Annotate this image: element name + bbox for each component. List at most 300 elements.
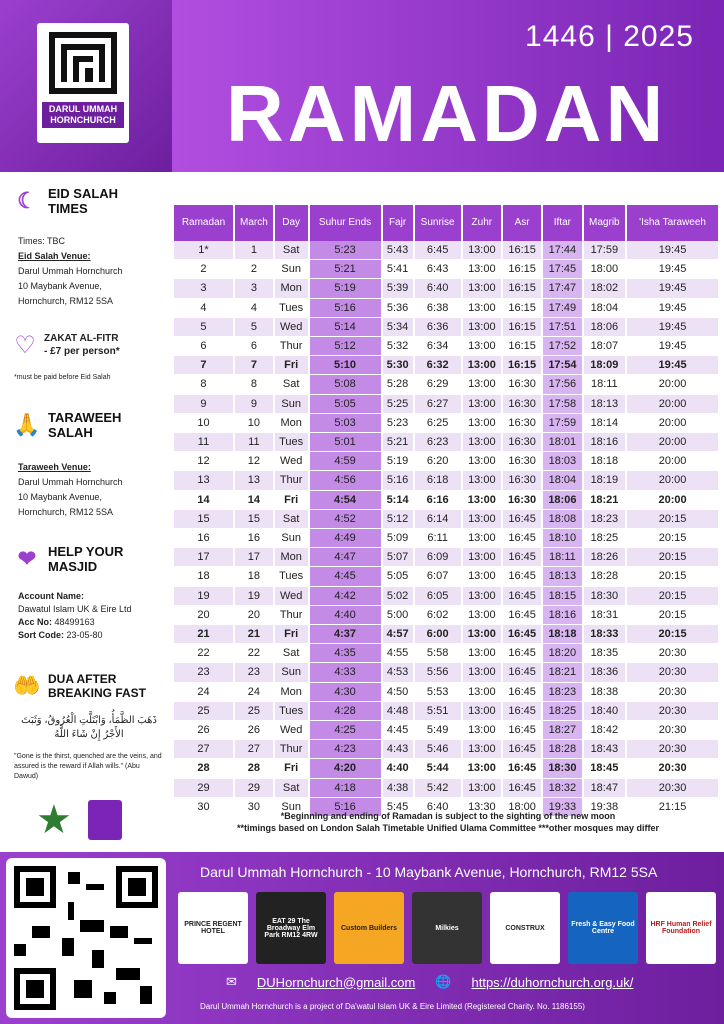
table-cell: Sun [275, 663, 308, 682]
table-cell: 18:31 [584, 606, 626, 625]
org-logo [37, 23, 129, 143]
table-cell: Mon [275, 279, 308, 298]
table-cell: 26 [174, 721, 233, 740]
table-cell: 18:02 [584, 279, 626, 298]
table-cell: 13:00 [463, 260, 501, 279]
table-cell: 13:00 [463, 279, 501, 298]
table-cell: 18:25 [584, 529, 626, 548]
table-cell: 16:45 [503, 683, 541, 702]
website-link[interactable]: https://duhornchurch.org.uk/ [471, 974, 634, 990]
table-cell: 5:02 [383, 587, 413, 606]
acc-no-label: Acc No: [18, 617, 53, 627]
table-cell: 11 [235, 433, 273, 452]
table-cell: 18:21 [584, 491, 626, 510]
table-cell: Mon [275, 414, 308, 433]
table-cell: 16:45 [503, 740, 541, 759]
footer [0, 852, 724, 1024]
table-cell: 6:00 [415, 625, 461, 644]
table-cell: 20:00 [627, 375, 718, 394]
table-cell: 13:00 [463, 529, 501, 548]
table-row [174, 356, 718, 375]
table-cell: 5:49 [415, 721, 461, 740]
col-header: Day [275, 205, 308, 241]
table-cell: 15 [235, 510, 273, 529]
table-cell: 20:00 [627, 471, 718, 490]
table-row [174, 260, 718, 279]
table-cell: 2 [235, 260, 273, 279]
org-name: DARUL UMMAH HORNCHURCH [42, 102, 124, 128]
table-cell: 4:40 [310, 606, 381, 625]
sponsor-milkies: Milkies [412, 892, 482, 964]
table-cell: 18 [235, 567, 273, 586]
table-cell: 17:54 [543, 356, 581, 375]
table-cell: 20:00 [627, 433, 718, 452]
table-row [174, 702, 718, 721]
table-cell: 16:15 [503, 241, 541, 260]
sidebar [0, 172, 172, 852]
eid-title: EID SALAH [48, 186, 119, 201]
table-cell: 13:00 [463, 337, 501, 356]
table-cell: 18:20 [543, 644, 581, 663]
table-cell: 5:01 [310, 433, 381, 452]
table-cell: 5:05 [383, 567, 413, 586]
sort-code-label: Sort Code: [18, 630, 64, 640]
table-cell: 20:30 [627, 663, 718, 682]
eid-times: Times: TBC [18, 236, 66, 246]
table-cell: 21:15 [627, 798, 718, 817]
table-cell: 18:43 [584, 740, 626, 759]
table-cell: 19:45 [627, 318, 718, 337]
table-row [174, 395, 718, 414]
table-row [174, 375, 718, 394]
table-cell: 16:30 [503, 433, 541, 452]
charity-line: Darul Ummah Hornchurch is a project of Da'watul Islam UK & Eire Limited (Registered Charity. No. 1186155) [200, 1002, 585, 1011]
table-cell: 5:41 [383, 260, 413, 279]
table-cell: 16:45 [503, 567, 541, 586]
table-cell: 5:07 [383, 548, 413, 567]
acc-name: Dawatul Islam UK & Eire Ltd [18, 604, 132, 614]
table-cell: 20:30 [627, 740, 718, 759]
table-cell: 4:48 [383, 702, 413, 721]
zakat-note: *must be paid before Eid Salah [14, 374, 111, 381]
heart-hand-icon: ♡ [14, 331, 36, 359]
table-cell: 4:52 [310, 510, 381, 529]
table-cell: 20:00 [627, 491, 718, 510]
col-header: Magrib [584, 205, 626, 241]
table-cell: 5:03 [310, 414, 381, 433]
table-cell: Mon [275, 683, 308, 702]
table-cell: 5:23 [310, 241, 381, 260]
table-cell: 5:36 [383, 299, 413, 318]
table-cell: 17:59 [543, 414, 581, 433]
table-cell: Sun [275, 529, 308, 548]
table-cell: 18:09 [584, 356, 626, 375]
year-label: 1446 | 2025 [525, 20, 694, 53]
table-cell: Fri [275, 625, 308, 644]
table-cell: 30 [174, 798, 233, 817]
table-cell: 16:45 [503, 606, 541, 625]
table-cell: 18:14 [584, 414, 626, 433]
table-cell: Thur [275, 337, 308, 356]
table-cell: 19:45 [627, 299, 718, 318]
table-cell: 13:00 [463, 356, 501, 375]
table-cell: 22 [174, 644, 233, 663]
table-cell: 18:06 [543, 491, 581, 510]
table-cell: 13:00 [463, 414, 501, 433]
table-cell: 20 [174, 606, 233, 625]
table-cell: Wed [275, 452, 308, 471]
table-cell: 4:55 [383, 644, 413, 663]
zakat-amount: - £7 per person* [44, 346, 120, 357]
table-cell: 6:11 [415, 529, 461, 548]
table-row [174, 337, 718, 356]
table-cell: Fri [275, 759, 308, 778]
eid-venue-l1: Darul Ummah Hornchurch [18, 266, 123, 276]
table-cell: 13:00 [463, 299, 501, 318]
table-cell: 16:45 [503, 587, 541, 606]
table-cell: 28 [174, 759, 233, 778]
table-cell: 5:14 [310, 318, 381, 337]
table-cell: 26 [235, 721, 273, 740]
taraweeh-venue-l3: Hornchurch, RM12 5SA [18, 507, 114, 517]
col-header: Suhur Ends [310, 205, 381, 241]
table-cell: 18:18 [584, 452, 626, 471]
table-cell: 20:00 [627, 395, 718, 414]
table-cell: 18:28 [543, 740, 581, 759]
table-row [174, 318, 718, 337]
sponsor-custom-builders: Custom Builders [334, 892, 404, 964]
table-row [174, 241, 718, 260]
table-cell: 18:18 [543, 625, 581, 644]
note-line-2: **timings based on London Salah Timetable Unified Ulama Committee ***other mosques may differ [237, 823, 659, 833]
table-cell: 4:33 [310, 663, 381, 682]
table-cell: 5:10 [310, 356, 381, 375]
table-cell: 25 [235, 702, 273, 721]
table-cell: 16:15 [503, 299, 541, 318]
help-title-2: MASJID [48, 559, 98, 574]
table-cell: 20:15 [627, 606, 718, 625]
table-cell: 4 [174, 299, 233, 318]
table-cell: 17:56 [543, 375, 581, 394]
table-cell: 6:43 [415, 260, 461, 279]
table-cell: 16 [174, 529, 233, 548]
table-cell: 17:45 [543, 260, 581, 279]
praying-hands-icon: 🤲 [13, 673, 41, 698]
table-cell: 16:30 [503, 414, 541, 433]
table-cell: 5:16 [383, 471, 413, 490]
table-row [174, 471, 718, 490]
table-cell: 18:27 [543, 721, 581, 740]
sponsor-eat: EAT 29 The Broadway Elm Park RM12 4RW [256, 892, 326, 964]
table-cell: 6:09 [415, 548, 461, 567]
table-cell: Tues [275, 567, 308, 586]
table-cell: 4:25 [310, 721, 381, 740]
table-cell: 16:45 [503, 644, 541, 663]
table-cell: 6 [174, 337, 233, 356]
table-cell: 16:15 [503, 337, 541, 356]
table-row [174, 529, 718, 548]
table-cell: 23 [174, 663, 233, 682]
table-cell: Fri [275, 491, 308, 510]
table-cell: 16:15 [503, 279, 541, 298]
table-cell: 5:43 [383, 241, 413, 260]
table-cell: 13:00 [463, 702, 501, 721]
table-cell: 7 [174, 356, 233, 375]
table-cell: 13:30 [463, 798, 501, 817]
table-cell: 4:47 [310, 548, 381, 567]
table-cell: 17:59 [584, 241, 626, 260]
table-cell: 6:16 [415, 491, 461, 510]
table-cell: 19:33 [543, 798, 581, 817]
table-cell: 5:12 [310, 337, 381, 356]
table-cell: 20:15 [627, 587, 718, 606]
table-cell: 18:30 [584, 587, 626, 606]
table-cell: 18:01 [543, 433, 581, 452]
table-cell: 14 [174, 491, 233, 510]
table-cell: 10 [235, 414, 273, 433]
table-cell: 20 [235, 606, 273, 625]
table-cell: 6:02 [415, 606, 461, 625]
table-cell: 16:45 [503, 779, 541, 798]
table-cell: 19:38 [584, 798, 626, 817]
table-cell: Sun [275, 395, 308, 414]
table-cell: 4:45 [383, 721, 413, 740]
table-cell: 18:38 [584, 683, 626, 702]
table-cell: 16:15 [503, 260, 541, 279]
table-cell: 4:40 [383, 759, 413, 778]
sort-code: 23-05-80 [66, 630, 103, 640]
table-row [174, 567, 718, 586]
table-row [174, 625, 718, 644]
eid-title-2: TIMES [48, 201, 88, 216]
table-cell: 4:28 [310, 702, 381, 721]
table-cell: 5:12 [383, 510, 413, 529]
table-cell: 4:43 [383, 740, 413, 759]
table-row [174, 414, 718, 433]
globe-icon: 🌐 [435, 974, 452, 989]
table-cell: 18:07 [584, 337, 626, 356]
table-cell: 6:05 [415, 587, 461, 606]
table-cell: 5:00 [383, 606, 413, 625]
table-cell: 18:15 [543, 587, 581, 606]
table-cell: 5:08 [310, 375, 381, 394]
table-row [174, 587, 718, 606]
table-cell: 16:45 [503, 721, 541, 740]
table-cell: 18:26 [584, 548, 626, 567]
table-cell: 5:16 [310, 798, 381, 817]
table-cell: 6:23 [415, 433, 461, 452]
table-cell: 19 [235, 587, 273, 606]
table-cell: 30 [235, 798, 273, 817]
table-cell: 5:46 [415, 740, 461, 759]
table-cell: 18:23 [543, 683, 581, 702]
table-cell: 5 [235, 318, 273, 337]
table-cell: 18:10 [543, 529, 581, 548]
email-link[interactable]: DUHornchurch@gmail.com [256, 974, 416, 990]
hand-heart-icon: ❤ [17, 546, 37, 571]
table-cell: Sat [275, 779, 308, 798]
table-cell: 16:45 [503, 548, 541, 567]
qr-code[interactable] [6, 858, 166, 1018]
table-cell: Thur [275, 740, 308, 759]
table-cell: 6:20 [415, 452, 461, 471]
table-cell: 13:00 [463, 375, 501, 394]
table-cell: 3 [174, 279, 233, 298]
table-cell: 13:00 [463, 471, 501, 490]
table-cell: 5:16 [310, 299, 381, 318]
table-cell: 4:35 [310, 644, 381, 663]
dua-translation: "Gone is the thirst, quenched are the veins, and assured is the reward if Allah wills." (Abu Dawud) [14, 753, 162, 780]
table-cell: 19:45 [627, 241, 718, 260]
table-cell: 28 [235, 759, 273, 778]
table-cell: 5:53 [415, 683, 461, 702]
table-cell: 18:13 [543, 567, 581, 586]
star-logo-icon: ★ [36, 798, 72, 842]
table-cell: 13:00 [463, 318, 501, 337]
sponsor-hrf: HRF Human Relief Foundation [646, 892, 716, 964]
table-cell: 16:30 [503, 452, 541, 471]
table-cell: 5:09 [383, 529, 413, 548]
table-cell: 18:16 [584, 433, 626, 452]
table-cell: 4:38 [383, 779, 413, 798]
table-row [174, 299, 718, 318]
mail-icon: ✉ [226, 974, 237, 989]
table-cell: 19:45 [627, 337, 718, 356]
table-cell: 18:04 [543, 471, 581, 490]
table-cell: 5:39 [383, 279, 413, 298]
col-header: Iftar [543, 205, 581, 241]
table-cell: 18:33 [584, 625, 626, 644]
table-cell: 29 [174, 779, 233, 798]
table-cell: 20:15 [627, 510, 718, 529]
table-row [174, 510, 718, 529]
address: Darul Ummah Hornchurch - 10 Maybank Avenue, Hornchurch, RM12 5SA [200, 864, 658, 880]
table-cell: 13:00 [463, 548, 501, 567]
table-cell: 18:06 [584, 318, 626, 337]
table-cell: 27 [174, 740, 233, 759]
table-cell: 18:42 [584, 721, 626, 740]
table-cell: 4:54 [310, 491, 381, 510]
table-cell: 18:00 [584, 260, 626, 279]
table-cell: 19:45 [627, 260, 718, 279]
table-cell: 18:40 [584, 702, 626, 721]
table-cell: 5:45 [383, 798, 413, 817]
table-cell: 18:36 [584, 663, 626, 682]
table-cell: 13:00 [463, 510, 501, 529]
table-cell: 5:21 [310, 260, 381, 279]
table-cell: 13:00 [463, 587, 501, 606]
table-cell: 13:00 [463, 567, 501, 586]
table-cell: Thur [275, 606, 308, 625]
table-cell: 4:30 [310, 683, 381, 702]
table-cell: 5:56 [415, 663, 461, 682]
table-cell: 18:19 [584, 471, 626, 490]
eid-venue-l2: 10 Maybank Avenue, [18, 281, 102, 291]
table-cell: 5:44 [415, 759, 461, 778]
table-cell: 6:36 [415, 318, 461, 337]
table-cell: 17 [235, 548, 273, 567]
note-line-1: *Beginning and ending of Ramadan is subject to the sighting of the new moon [280, 811, 616, 821]
table-cell: 4:45 [310, 567, 381, 586]
table-row [174, 279, 718, 298]
table-cell: 21 [174, 625, 233, 644]
table-cell: 18:00 [503, 798, 541, 817]
col-header: Asr [503, 205, 541, 241]
table-cell: 16:45 [503, 759, 541, 778]
table-cell: Sat [275, 644, 308, 663]
table-cell: 16:45 [503, 702, 541, 721]
table-cell: 18:08 [543, 510, 581, 529]
table-cell: 5:30 [383, 356, 413, 375]
table-cell: 27 [235, 740, 273, 759]
table-cell: 13 [235, 471, 273, 490]
table-cell: 4:42 [310, 587, 381, 606]
table-cell: 1 [235, 241, 273, 260]
table-cell: 20:30 [627, 644, 718, 663]
table-cell: 17:52 [543, 337, 581, 356]
table-cell: 13:00 [463, 721, 501, 740]
table-row [174, 740, 718, 759]
logo-block [0, 0, 172, 172]
table-cell: 16:30 [503, 375, 541, 394]
table-cell: 16:45 [503, 663, 541, 682]
table-cell: 17:58 [543, 395, 581, 414]
table-cell: 5:19 [310, 279, 381, 298]
dua-title-2: BREAKING FAST [48, 686, 147, 700]
table-cell: 19:45 [627, 279, 718, 298]
kufic-calligraphy-icon [42, 28, 124, 98]
table-cell: 13:00 [463, 433, 501, 452]
table-cell: 16:45 [503, 625, 541, 644]
table-cell: 20:00 [627, 414, 718, 433]
table-cell: 20:30 [627, 759, 718, 778]
table-cell: 4:59 [310, 452, 381, 471]
table-cell: 4:18 [310, 779, 381, 798]
table-cell: 13 [174, 471, 233, 490]
dua-arabic: ذَهَبَ الظَّمَأُ، وَابْتَلَّتِ الْعُرُوقُ، وَثَبَتَ الأَجْرُ إِنْ شَاءَ اللَّهُ [21, 715, 157, 740]
table-cell: 18:16 [543, 606, 581, 625]
table-cell: 5:58 [415, 644, 461, 663]
eid-venue-label: Eid Salah Venue: [18, 251, 91, 261]
crescent-moon-icon: ☾ [17, 188, 37, 213]
table-cell: 20:30 [627, 702, 718, 721]
table-cell: 4:37 [310, 625, 381, 644]
table-cell: 4:23 [310, 740, 381, 759]
notes [172, 810, 724, 834]
table-cell: 18:28 [584, 567, 626, 586]
table-cell: 16:15 [503, 356, 541, 375]
table-cell: 18:23 [584, 510, 626, 529]
table-cell: 19 [174, 587, 233, 606]
table-cell: 18:04 [584, 299, 626, 318]
table-cell: 14 [235, 491, 273, 510]
table-cell: 11 [174, 433, 233, 452]
table-cell: 16 [235, 529, 273, 548]
table-cell: 18 [174, 567, 233, 586]
table-cell: 5:05 [310, 395, 381, 414]
col-header: Sunrise [415, 205, 461, 241]
table-cell: 6:18 [415, 471, 461, 490]
table-cell: 18:11 [543, 548, 581, 567]
table-cell: 13:00 [463, 241, 501, 260]
table-cell: 29 [235, 779, 273, 798]
table-cell: 18:45 [584, 759, 626, 778]
table-cell: 24 [235, 683, 273, 702]
table-row [174, 644, 718, 663]
table-cell: 5:42 [415, 779, 461, 798]
table-cell: Sat [275, 510, 308, 529]
table-cell: 8 [174, 375, 233, 394]
